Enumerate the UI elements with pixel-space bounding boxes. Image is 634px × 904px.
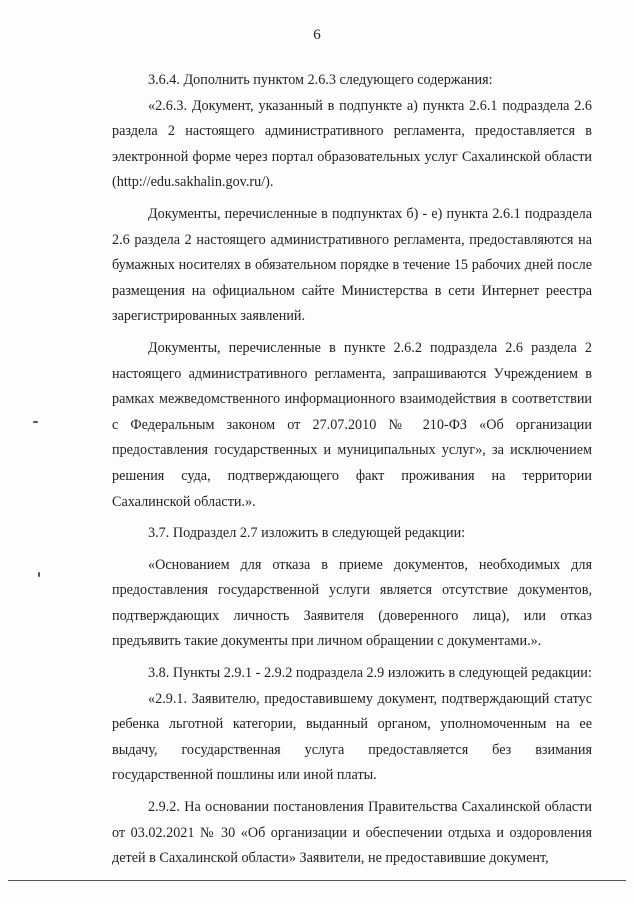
paragraph-2-9-1: «2.9.1. Заявителю, предоставившему документ, подтверждающий статус ребенка льготной категории, выданный органом, уполномоченным на ее выдачу, государственная услуга предоставляется без взимания государственной пошлины или иной платы. xyxy=(112,690,592,784)
paragraph-3-8: 3.8. Пункты 2.9.1 - 2.9.2 подраздела 2.9 изложить в следующей редакции: xyxy=(148,665,592,682)
paragraph-refusal-grounds: «Основанием для отказа в приеме документов, необходимых для предоставления государственной услуги является отсутствие документов, подтверждающих личность Заявителя (доверенного лица), или отказ предъявить такие документы при личном обращении с документами.». xyxy=(112,556,592,650)
document-body xyxy=(112,68,592,872)
paragraph-documents-paper: Документы, перечисленные в подпунктах б) - е) пункта 2.6.1 подраздела 2.6 раздела 2 настоящего административного регламента, предоставляются на бумажных носителях в обязательном порядке в течение 15 рабочих дней после размещения на официальном сайте Министерства в сети Интернет реестра зарегистрированных заявлений. xyxy=(112,205,592,325)
paragraph-2-6-3: «2.6.3. Документ, указанный в подпункте а) пункта 2.6.1 подраздела 2.6 раздела 2 настоящего административного регламента, предоставляется в электронной форме через портал образовательных услуг Сахалинской области (http://edu.sakhalin.gov.ru/). xyxy=(112,97,592,191)
paragraph-2-9-2: 2.9.2. На основании постановления Правительства Сахалинской области от 03.02.2021 № 30 «Об организации и обеспечении отдыха и оздоровления детей в Сахалинской области» Заявители, не предоставившие документ, xyxy=(112,799,592,867)
paragraph-documents-interagency: Документы, перечисленные в пункте 2.6.2 подраздела 2.6 раздела 2 настоящего административного регламента, запрашиваются Учреждением в рамках межведомственного информационного взаимодействия в соответствии с Федеральным законом от 27.07.2010 № 210-ФЗ «Об организации предоставления государственных и муниципальных услуг», за исключением решения суда, подтверждающего факт проживания на территории Сахалинской области.». xyxy=(112,339,592,510)
scan-speck xyxy=(33,421,38,423)
paragraph-3-7: 3.7. Подраздел 2.7 изложить в следующей редакции: xyxy=(148,525,466,542)
paragraph-3-6-4: 3.6.4. Дополнить пунктом 2.6.3 следующего содержания: xyxy=(148,72,493,88)
page-number: 6 xyxy=(313,27,321,43)
bottom-rule xyxy=(8,880,626,881)
scan-speck xyxy=(38,572,40,577)
